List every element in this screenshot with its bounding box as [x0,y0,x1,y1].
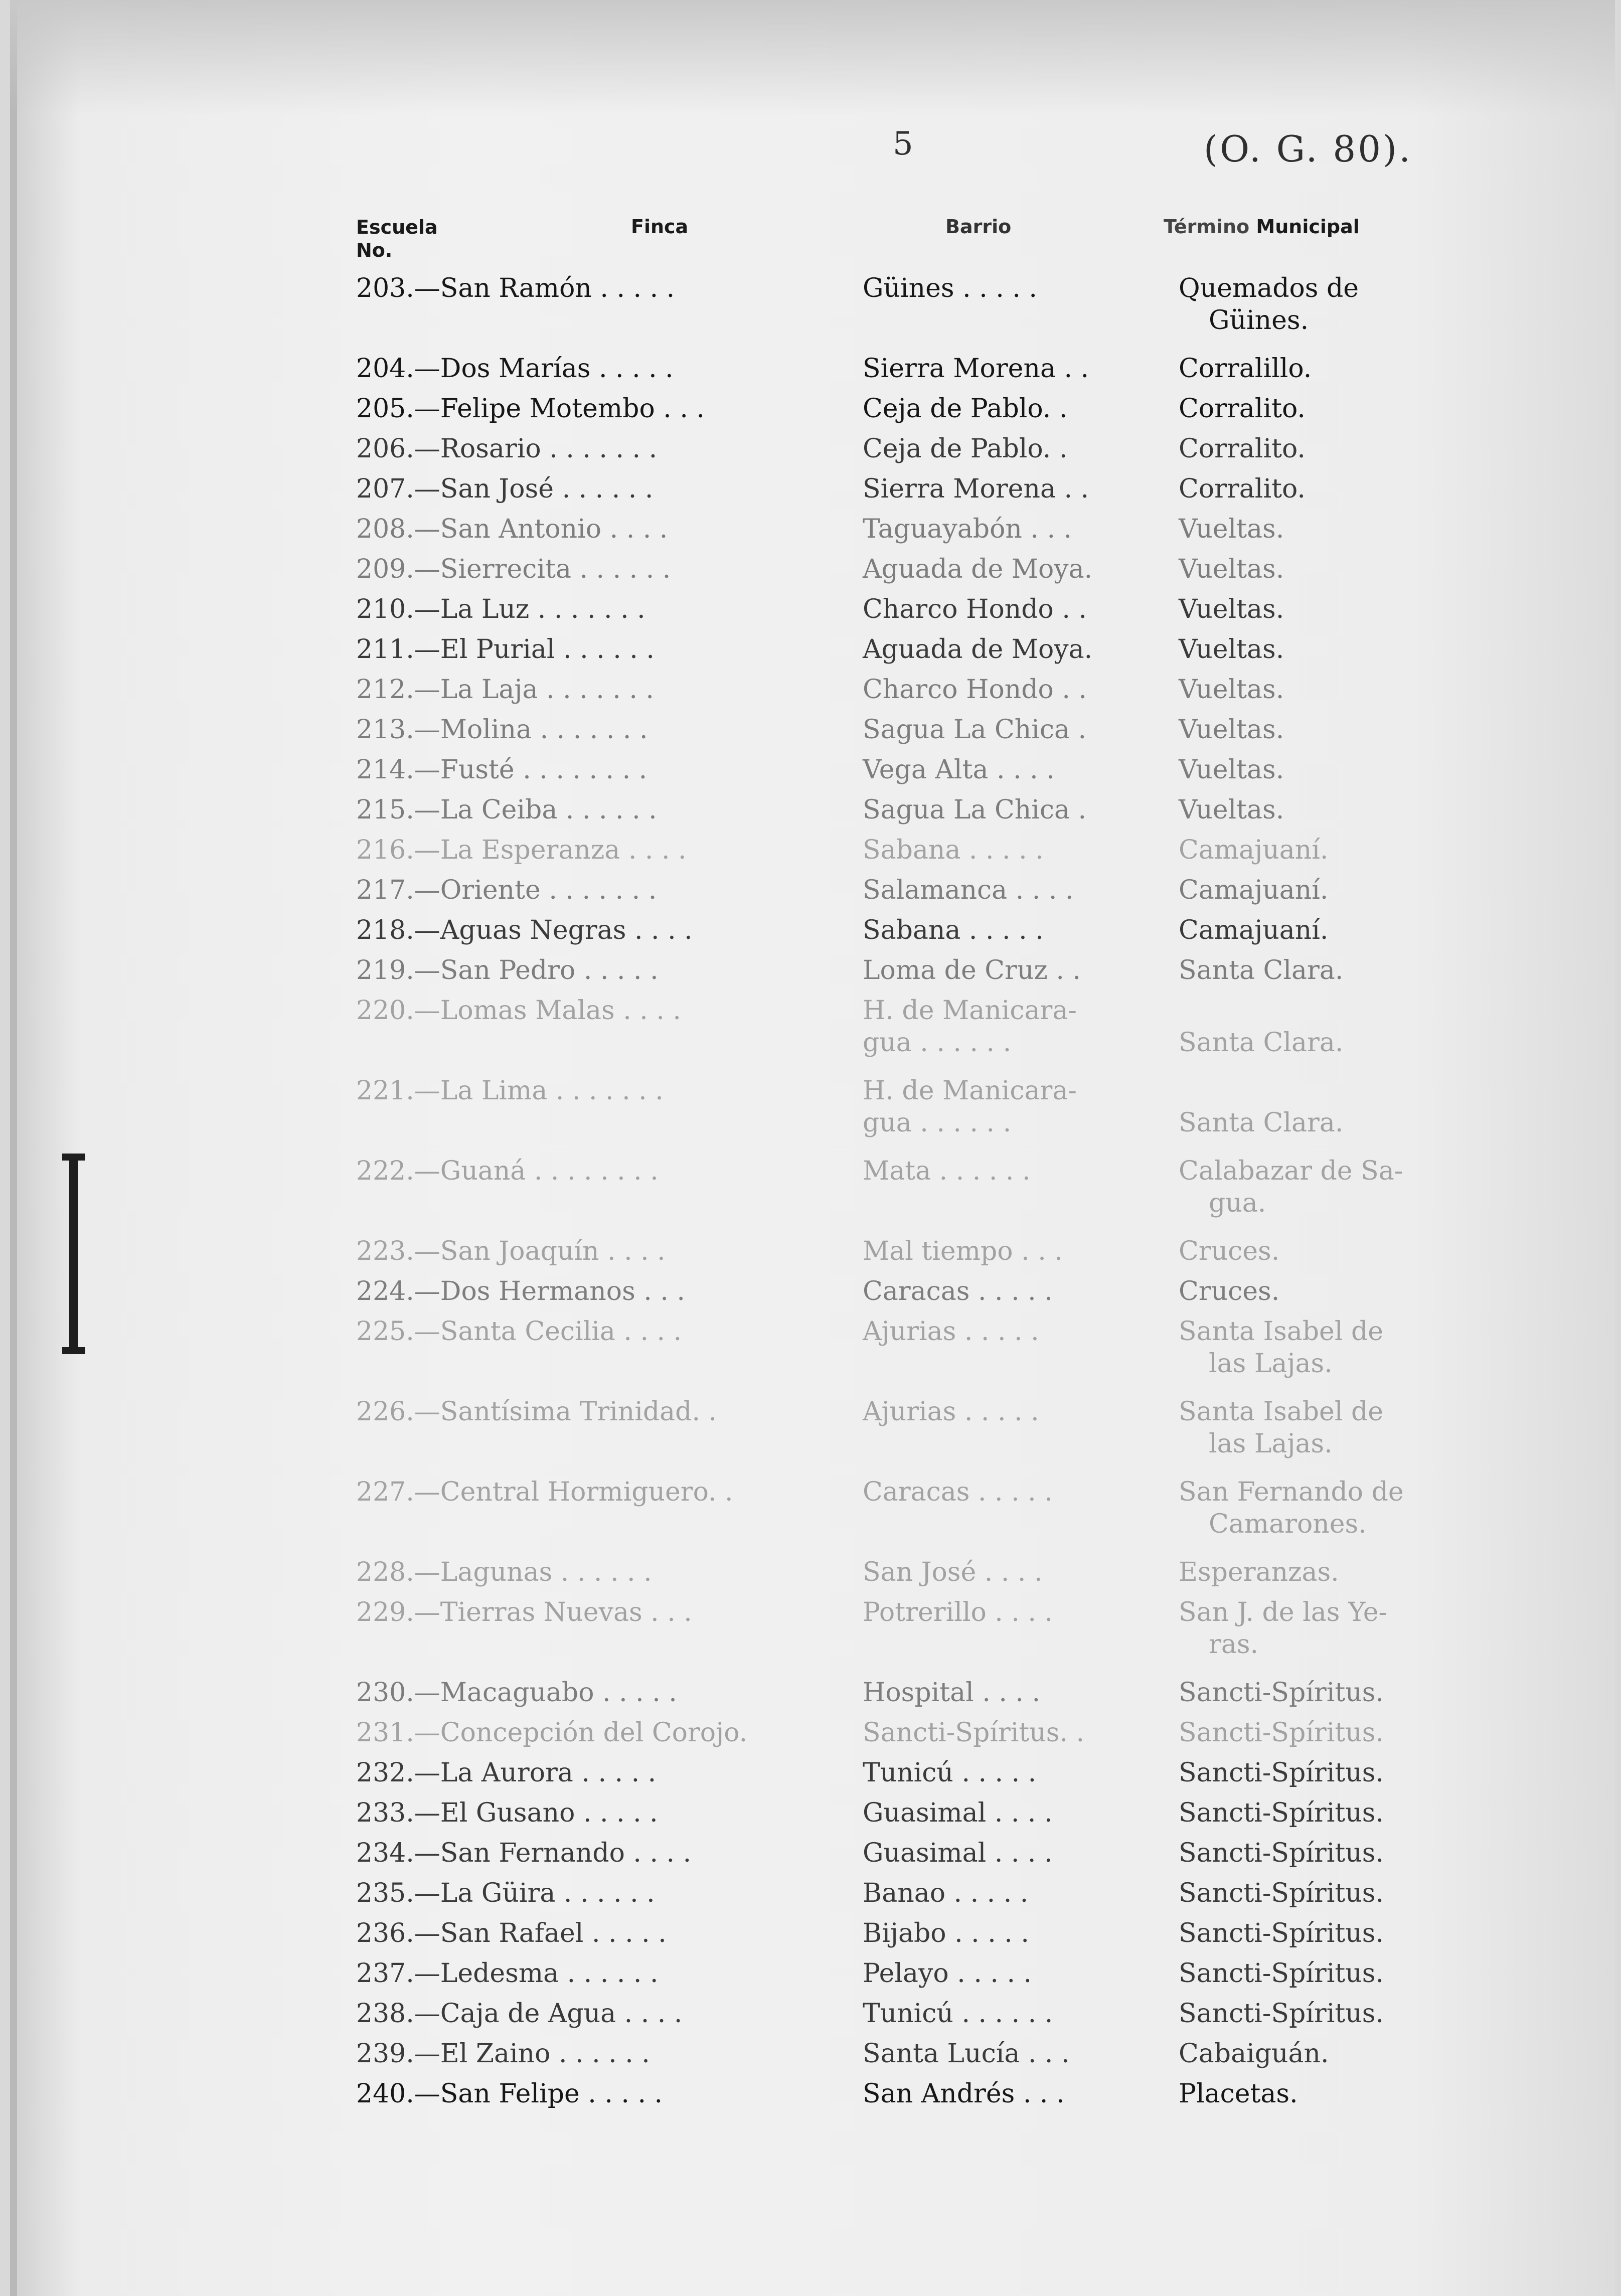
column-header-termino-b: Municipal [1256,216,1360,238]
termino-cell [1179,474,1306,504]
barrio-cell [863,675,1087,705]
barrio-cell [863,875,1073,905]
barrio-text: Sagua La Chica . [863,795,1087,825]
termino-cell [1179,1878,1384,1908]
termino-cell [1179,2039,1329,2069]
escuela-finca-cell: 230.—Macaguabo . . . . . [356,1678,677,1708]
termino-cell [1179,1236,1279,1266]
barrio-cell [863,634,1092,665]
escuela-finca-cell: 221.—La Lima . . . . . . . [356,1076,664,1106]
escuela-finca-cell: 233.—El Gusano . . . . . [356,1798,658,1828]
termino-text: Vueltas. [1179,675,1284,705]
barrio-cell [863,1678,1040,1708]
column-header-termino [1164,216,1360,238]
termino-continuation: Camarones. [1209,1509,1367,1539]
termino-cell [1179,394,1306,424]
column-header-escuela-no: No. [356,239,393,261]
termino-cell [1179,634,1284,665]
barrio-cell [863,1878,1028,1908]
termino-text: Sancti-Spíritus. [1179,1718,1384,1748]
termino-cell [1179,514,1284,544]
barrio-text: Banao . . . . . [863,1878,1029,1908]
termino-cell [1179,1076,1343,1138]
barrio-cell [863,715,1086,745]
escuela-finca-cell: 210.—La Luz . . . . . . . [356,594,645,624]
termino-cell [1179,1838,1384,1868]
escuela-finca-cell: 229.—Tierras Nuevas . . . [356,1597,692,1627]
barrio-text: Aguada de Moya. [863,554,1093,584]
termino-text: Corralito. [1179,434,1306,464]
termino-text: Camajuaní. [1179,875,1329,905]
scan-shadow [10,0,1615,115]
escuela-finca-cell: 222.—Guaná . . . . . . . . [356,1156,659,1186]
termino-text: Sancti-Spíritus. [1179,1999,1384,2029]
barrio-cell [863,1276,1053,1306]
barrio-cell [863,1557,1043,1587]
barrio-text: Ajurias . . . . . [863,1397,1039,1427]
termino-cell [1179,1397,1383,1459]
barrio-cell [863,1918,1029,1948]
barrio-cell [863,594,1087,624]
escuela-finca-cell: 225.—Santa Cecilia . . . . [356,1317,682,1347]
escuela-finca-cell: 207.—San José . . . . . . [356,474,654,504]
termino-continuation: gua. [1209,1188,1266,1218]
escuela-finca-cell: 209.—Sierrecita . . . . . . [356,554,671,584]
termino-cell [1179,1798,1384,1828]
binding-edge [10,0,17,2296]
barrio-text: Aguada de Moya. [863,634,1093,665]
escuela-finca-cell: 234.—San Fernando . . . . [356,1838,692,1868]
termino-cell [1179,835,1328,865]
barrio-text: Mata . . . . . . [863,1156,1031,1186]
barrio-cell [863,1718,1084,1748]
barrio-text: Caracas . . . . . [863,1276,1053,1306]
termino-text: San J. de las Ye- [1179,1597,1388,1627]
barrio-cell [863,1397,1039,1427]
escuela-finca-cell: 220.—Lomas Malas . . . . [356,996,681,1026]
termino-cell [1179,1718,1384,1748]
barrio-text: Sabana . . . . . [863,835,1044,865]
termino-text: Sancti-Spíritus. [1179,1958,1384,1989]
termino-text: Cruces. [1179,1276,1280,1306]
termino-cell [1179,1557,1339,1587]
barrio-text: Charco Hondo . . [863,594,1087,624]
termino-text: Sancti-Spíritus. [1179,1798,1384,1828]
column-header-escuela-label: Escuela [356,216,438,238]
barrio-cell [863,755,1055,785]
termino-cell [1179,1477,1404,1539]
barrio-cell [863,835,1044,865]
termino-text: Vueltas. [1179,514,1284,544]
termino-cell [1179,755,1284,785]
barrio-cell [863,1477,1053,1507]
barrio-cell [863,514,1072,544]
termino-cell [1179,354,1312,384]
termino-cell [1179,434,1306,464]
escuela-finca-cell: 218.—Aguas Negras . . . . [356,915,693,945]
termino-text: Santa Isabel de [1179,1397,1384,1427]
termino-text: Vueltas. [1179,554,1284,584]
escuela-finca-cell: 223.—San Joaquín . . . . [356,1236,666,1266]
escuela-finca-cell: 238.—Caja de Agua . . . . [356,1999,683,2029]
barrio-text: Charco Hondo . . [863,675,1087,705]
barrio-continuation: gua . . . . . . [863,1108,1012,1138]
barrio-text: Loma de Cruz . . [863,955,1081,986]
termino-cell [1179,1276,1279,1306]
termino-cell [1179,1958,1384,1989]
termino-text: Quemados de [1179,273,1359,303]
termino-continuation: Santa Clara. [1179,1108,1344,1138]
termino-text: Sancti-Spíritus. [1179,1678,1384,1708]
escuela-finca-cell: 206.—Rosario . . . . . . . [356,434,658,464]
termino-continuation: ras. [1209,1629,1259,1660]
barrio-cell [863,1156,1031,1186]
barrio-text: Salamanca . . . . [863,875,1074,905]
termino-continuation: las Lajas. [1209,1429,1333,1459]
escuela-finca-cell: 236.—San Rafael . . . . . [356,1918,667,1948]
barrio-text: San José . . . . [863,1557,1043,1587]
barrio-cell [863,795,1086,825]
barrio-cell [863,1076,1077,1138]
barrio-text: Sagua La Chica . [863,715,1087,745]
escuela-finca-cell: 228.—Lagunas . . . . . . [356,1557,652,1587]
termino-text: Vueltas. [1179,594,1284,624]
termino-cell [1179,1758,1384,1788]
barrio-text: Sabana . . . . . [863,915,1044,945]
barrio-cell [863,915,1044,945]
barrio-text: Bijabo . . . . . [863,1918,1029,1948]
termino-text: Sancti-Spíritus. [1179,1918,1384,1948]
barrio-cell [863,1597,1053,1627]
termino-cell [1179,675,1284,705]
termino-continuation: Santa Clara. [1179,1028,1344,1058]
escuela-finca-cell: 231.—Concepción del Corojo. [356,1718,748,1748]
termino-cell [1179,875,1328,905]
termino-text: Vueltas. [1179,795,1284,825]
termino-cell [1179,1999,1384,2029]
barrio-text: H. de Manicara- [863,996,1077,1026]
termino-text: Cruces. [1179,1236,1280,1266]
barrio-text: Guasimal . . . . [863,1798,1053,1828]
termino-text: Placetas. [1179,2079,1298,2109]
barrio-text: Tunicú . . . . . . [863,1999,1053,2029]
barrio-text: Mal tiempo . . . [863,1236,1063,1266]
barrio-cell [863,996,1077,1058]
termino-continuation: Güines. [1209,305,1309,336]
barrio-cell [863,354,1089,384]
termino-cell [1179,554,1284,584]
termino-text: Esperanzas. [1179,1557,1339,1587]
termino-text: Santa Isabel de [1179,1317,1384,1347]
escuela-finca-cell: 214.—Fusté . . . . . . . . [356,755,647,785]
barrio-text: San Andrés . . . [863,2079,1065,2109]
termino-text: Sancti-Spíritus. [1179,1758,1384,1788]
column-header-finca: Finca [631,216,689,238]
barrio-cell [863,554,1092,584]
barrio-text: Potrerillo . . . . [863,1597,1053,1627]
termino-text: Calabazar de Sa- [1179,1156,1403,1186]
escuela-finca-cell: 216.—La Esperanza . . . . [356,835,687,865]
barrio-text: Caracas . . . . . [863,1477,1053,1507]
termino-cell [1179,1317,1383,1379]
barrio-text: Sierra Morena . . [863,354,1089,384]
escuela-finca-cell: 232.—La Aurora . . . . . [356,1758,657,1788]
escuela-finca-cell: 227.—Central Hormiguero. . [356,1477,733,1507]
escuela-finca-cell: 240.—San Felipe . . . . . [356,2079,663,2109]
termino-text: San Fernando de [1179,1477,1404,1507]
escuela-finca-cell: 203.—San Ramón . . . . . [356,273,675,303]
barrio-cell [863,2039,1070,2069]
termino-cell [1179,273,1359,336]
termino-cell [1179,1918,1384,1948]
barrio-cell [863,2079,1064,2109]
escuela-finca-cell: 215.—La Ceiba . . . . . . [356,795,657,825]
scanned-page [10,0,1615,2296]
termino-cell [1179,795,1284,825]
barrio-cell [863,1838,1053,1868]
termino-text: Sancti-Spíritus. [1179,1878,1384,1908]
column-header-termino-a: Término [1164,216,1250,238]
termino-text: Cabaiguán. [1179,2039,1329,2069]
escuela-finca-cell: 239.—El Zaino . . . . . . [356,2039,650,2069]
termino-cell [1179,2079,1298,2109]
termino-continuation: las Lajas. [1209,1349,1333,1379]
barrio-cell [863,1317,1039,1347]
barrio-cell [863,394,1067,424]
barrio-text: Vega Alta . . . . [863,755,1055,785]
barrio-cell [863,1958,1032,1989]
termino-cell [1179,996,1343,1058]
termino-cell [1179,955,1343,986]
termino-cell [1179,1597,1387,1660]
escuela-finca-cell: 237.—Ledesma . . . . . . [356,1958,659,1989]
barrio-text: Sierra Morena . . [863,474,1089,504]
barrio-text: Ajurias . . . . . [863,1317,1039,1347]
barrio-cell [863,1999,1053,2029]
escuela-finca-cell: 224.—Dos Hermanos . . . [356,1276,685,1306]
escuela-finca-cell: 219.—San Pedro . . . . . [356,955,659,986]
escuela-finca-cell: 208.—San Antonio . . . . [356,514,668,544]
barrio-text: Santa Lucía . . . [863,2039,1070,2069]
barrio-text: Ceja de Pablo. . [863,394,1068,424]
escuela-finca-cell: 205.—Felipe Motembo . . . [356,394,705,424]
termino-text: Corralito. [1179,474,1306,504]
termino-cell [1179,1156,1403,1218]
termino-cell [1179,1678,1384,1708]
termino-cell [1179,915,1328,945]
barrio-text: Hospital . . . . [863,1678,1041,1708]
termino-text: Sancti-Spíritus. [1179,1838,1384,1868]
escuela-finca-cell: 212.—La Laja . . . . . . . [356,675,654,705]
escuela-finca-cell: 204.—Dos Marías . . . . . [356,354,674,384]
gazette-reference: (O. G. 80). [1204,128,1412,170]
column-header-escuela [356,216,438,262]
escuela-finca-cell: 235.—La Güira . . . . . . [356,1878,655,1908]
termino-text: Vueltas. [1179,755,1284,785]
barrio-continuation: gua . . . . . . [863,1028,1012,1058]
escuela-finca-cell: 211.—El Purial . . . . . . [356,634,655,665]
barrio-text: Pelayo . . . . . [863,1958,1032,1989]
barrio-cell [863,1798,1053,1828]
barrio-cell [863,273,1037,303]
barrio-cell [863,434,1067,464]
termino-text [1179,1076,1343,1106]
column-header-barrio: Barrio [945,216,1012,238]
termino-text: Vueltas. [1179,634,1284,665]
termino-text: Camajuaní. [1179,915,1329,945]
barrio-text: Taguayabón . . . [863,514,1072,544]
termino-cell [1179,594,1284,624]
escuela-finca-cell: 217.—Oriente . . . . . . . [356,875,657,905]
barrio-cell [863,1236,1063,1266]
barrio-text: Güines . . . . . [863,273,1037,303]
barrio-text: Ceja de Pablo. . [863,434,1068,464]
barrio-text: H. de Manicara- [863,1076,1077,1106]
escuela-finca-cell: 226.—Santísima Trinidad. . [356,1397,717,1427]
barrio-text: Tunicú . . . . . [863,1758,1037,1788]
termino-text: Corralillo. [1179,354,1312,384]
barrio-text: Guasimal . . . . [863,1838,1053,1868]
termino-text: Vueltas. [1179,715,1284,745]
termino-text: Corralito. [1179,394,1306,424]
escuela-finca-cell: 213.—Molina . . . . . . . [356,715,648,745]
barrio-text: Sancti-Spíritus. . [863,1718,1085,1748]
bracket-mark [69,1154,78,1354]
termino-text: Santa Clara. [1179,955,1344,986]
termino-text [1179,996,1343,1026]
barrio-cell [863,955,1081,986]
termino-text: Camajuaní. [1179,835,1329,865]
barrio-cell [863,474,1089,504]
termino-cell [1179,715,1284,745]
barrio-cell [863,1758,1036,1788]
page-number: 5 [893,125,913,162]
